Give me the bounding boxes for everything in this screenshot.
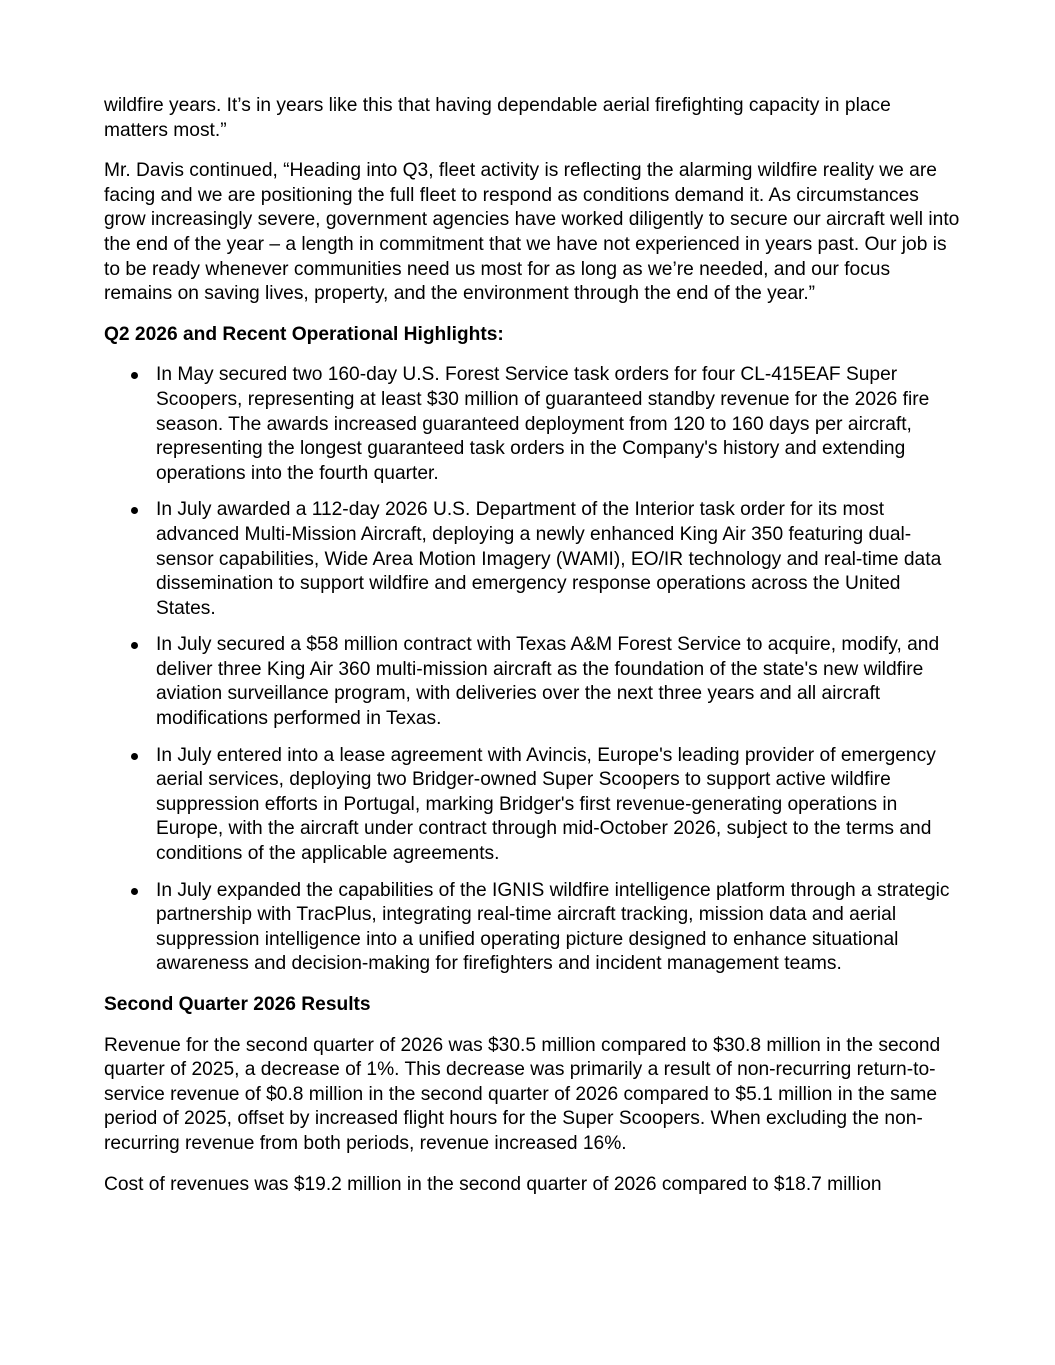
paragraph-davis-quote: Mr. Davis continued, “Heading into Q3, fleet activity is reflecting the alarming wildfire reality we are facing and we are positioning the full fleet to respond as conditions demand it. As circumstances grow increasingly severe, government agencies have worked diligently to secure our aircraft well into the end of the year – a length in commitment that we have not experienced in years past. Our job is to be ready whenever communities need us most for as long as we’re needed, and our focus remains on saving lives, property, and the environment through the end of the year.” <box>104 160 960 305</box>
bullet-icon <box>131 642 138 649</box>
highlights-list <box>104 363 960 977</box>
paragraph-revenue: Revenue for the second quarter of 2026 was $30.5 million compared to $30.8 million in the second quarter of 2025, a decrease of 1%. This decrease was primarily a result of non-recurring return-to-service revenue of $0.8 million in the second quarter of 2026 compared to $5.1 million in the same period of 2025, offset by increased flight hours for the Super Scoopers. When excluding the non-recurring revenue from both periods, revenue increased 16%. <box>104 1034 941 1154</box>
bullet-icon <box>131 753 138 760</box>
paragraph-intro-continued: wildfire years. It’s in years like this that having dependable aerial firefighting capacity in place matters most.” <box>104 95 891 141</box>
list-item <box>104 363 960 486</box>
list-item-text: In May secured two 160-day U.S. Forest Service task orders for four CL-415EAF Super Scoopers, representing at least $30 million of guaranteed standby revenue for the 2026 fire season. The awards increased guaranteed deployment from 120 to 160 days per aircraft, representing the longest guaranteed task orders in the Company's history and extending operations into the fourth quarter. <box>156 364 930 484</box>
list-item <box>104 633 960 731</box>
list-item-text: In July entered into a lease agreement with Avincis, Europe's leading provider of emergency aerial services, deploying two Bridger-owned Super Scoopers to support active wildfire suppression efforts in Portugal, marking Bridger's first revenue-generating operations in Europe, with the aircraft under contract through mid-October 2026, subject to the terms and conditions of the applicable agreements. <box>156 744 936 865</box>
list-item-text: In July expanded the capabilities of the IGNIS wildfire intelligence platform through a strategic partnership with TracPlus, integrating real-time aircraft tracking, mission data and aerial suppression intelligence into a unified operating picture designed to enhance situational awareness and decision-making for firefighters and incident management teams. <box>156 879 950 975</box>
document-page <box>104 94 960 1213</box>
bullet-icon <box>131 888 138 895</box>
paragraph-cost-of-revenues: Cost of revenues was $19.2 million in the second quarter of 2026 compared to $18.7 million <box>104 1173 882 1195</box>
bullet-icon <box>131 372 138 379</box>
bullet-icon <box>131 507 138 514</box>
list-item <box>104 744 960 867</box>
list-item-text: In July awarded a 112-day 2026 U.S. Department of the Interior task order for its most advanced Multi-Mission Aircraft, deploying a newly enhanced King Air 350 featuring dual-sensor capabilities, Wide Area Motion Imagery (WAMI), EO/IR technology and real-time data dissemination to support wildfire and emergency response operations across the United States. <box>156 499 942 619</box>
highlights-heading: Q2 2026 and Recent Operational Highlights: <box>104 323 504 345</box>
list-item <box>104 498 960 621</box>
results-heading: Second Quarter 2026 Results <box>104 994 371 1015</box>
list-item-text: In July secured a $58 million contract with Texas A&M Forest Service to acquire, modify, and deliver three King Air 360 multi-mission aircraft as the foundation of the state's new wildfire aviation surveillance program, with deliveries over the next three years and all aircraft modifications performed in Texas. <box>156 634 940 730</box>
list-item <box>104 879 960 977</box>
